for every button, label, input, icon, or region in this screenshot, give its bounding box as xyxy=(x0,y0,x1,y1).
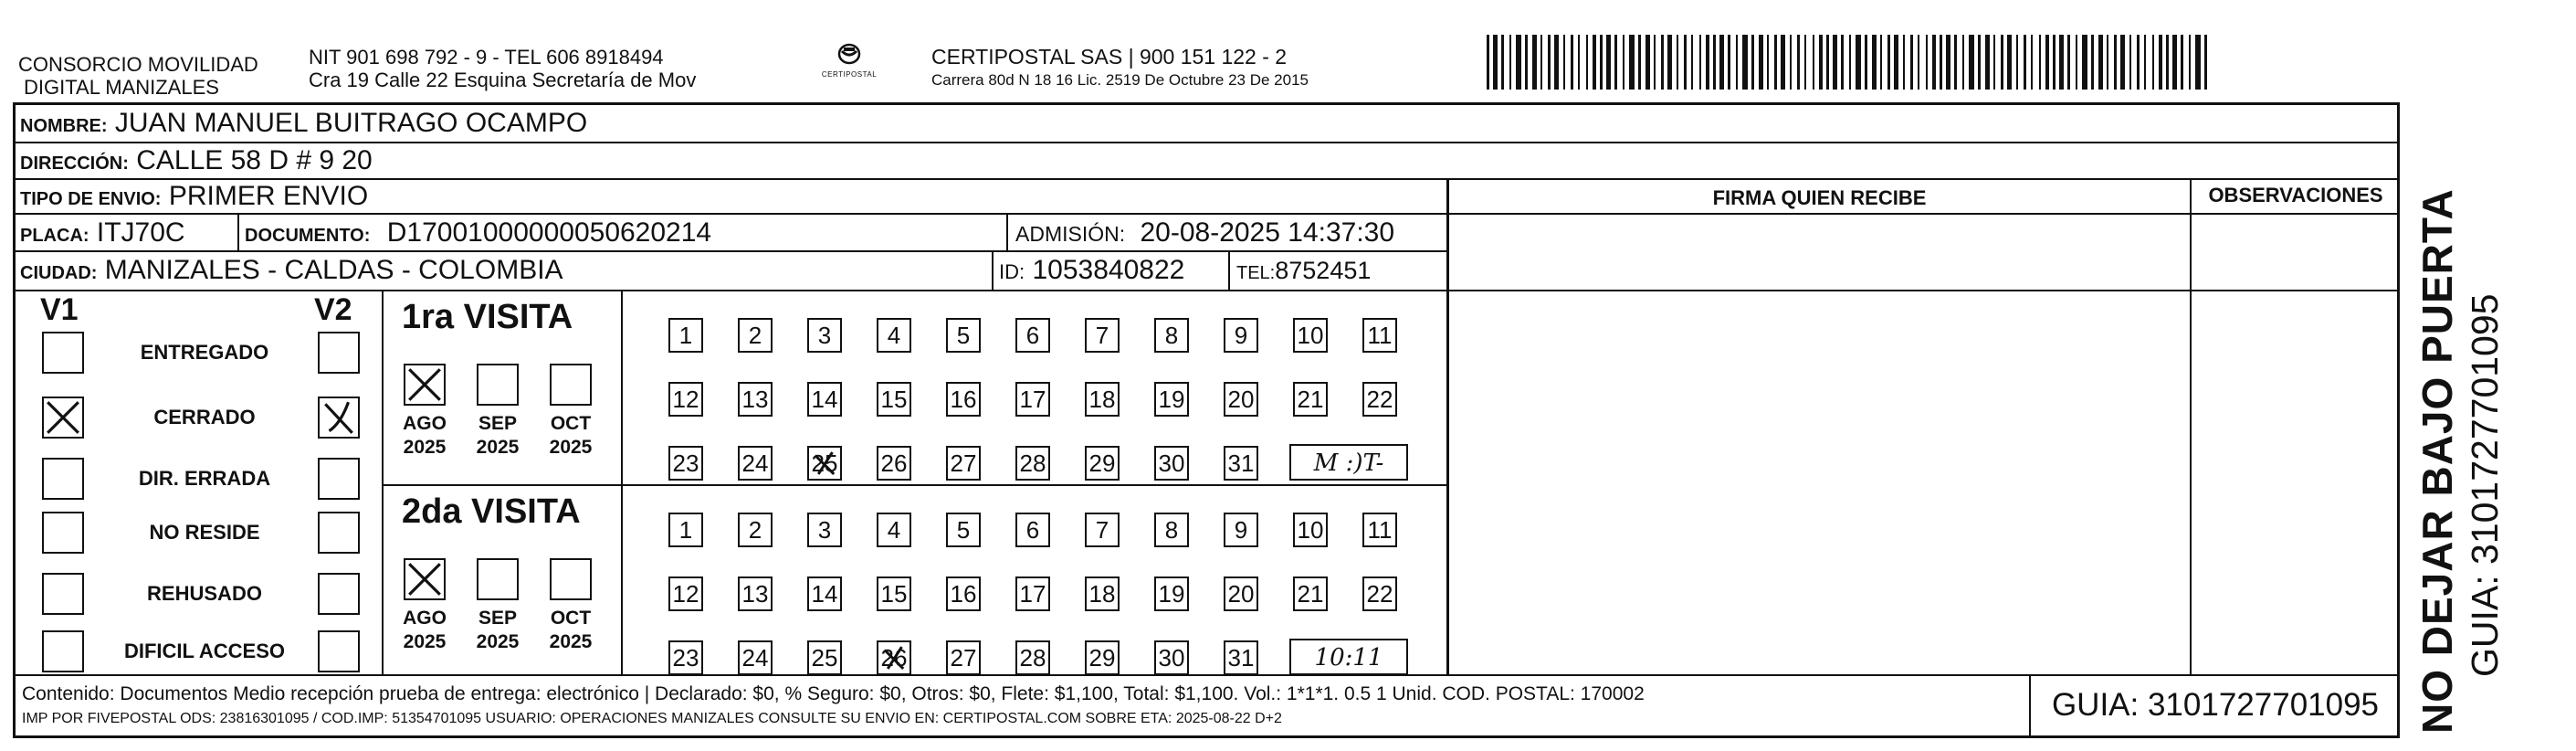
barcode-bar xyxy=(1978,35,1981,90)
barcode-bar xyxy=(1781,35,1785,90)
tel-label: TEL: xyxy=(1236,263,1276,283)
day-box[interactable]: 16 xyxy=(946,576,981,611)
barcode-bar xyxy=(1932,35,1936,90)
day-box[interactable]: 10 xyxy=(1293,318,1328,353)
barcode-bar xyxy=(1540,35,1542,90)
barcode-bar xyxy=(1487,35,1489,90)
barcode-bar xyxy=(2159,35,2162,90)
barcode-bar xyxy=(1699,35,1701,90)
barcode-bar xyxy=(1614,35,1617,90)
carrier-name: CERTIPOSTAL SAS | 900 151 122 - 2 xyxy=(931,45,1288,69)
barcode-bar xyxy=(1940,35,1942,90)
status-label: DIR. ERRADA xyxy=(138,467,271,490)
id-label: ID: xyxy=(999,260,1025,283)
day-box[interactable]: 17 xyxy=(1015,382,1050,417)
check-mark-icon xyxy=(44,398,82,437)
barcode-bar xyxy=(1554,35,1559,90)
company-info xyxy=(309,46,696,91)
company-name xyxy=(18,53,258,99)
v1-checkbox[interactable] xyxy=(42,332,84,374)
side-guia: GUIA: 3101727701095 xyxy=(2464,293,2506,677)
handwritten-time: M :)T- xyxy=(1289,444,1408,481)
observaciones-header: OBSERVACIONES xyxy=(2208,184,2383,206)
barcode-bar xyxy=(1654,35,1656,90)
day-box[interactable]: 22 xyxy=(1362,382,1397,417)
v1-header: V1 xyxy=(40,292,79,327)
day-box[interactable]: 23 xyxy=(668,640,703,675)
barcode-bar xyxy=(1667,35,1672,90)
day-box[interactable]: 18 xyxy=(1085,576,1120,611)
v2-checkbox[interactable] xyxy=(318,332,360,374)
day-box[interactable]: 9 xyxy=(1224,318,1258,353)
day-box[interactable]: 13 xyxy=(738,576,773,611)
barcode-bar xyxy=(1606,35,1611,90)
tipo-envio-field xyxy=(20,181,368,215)
day-box[interactable]: 3 xyxy=(807,318,842,353)
month-year: 2025 xyxy=(403,631,447,652)
barcode-bar xyxy=(2024,35,2026,90)
day-box[interactable]: 5 xyxy=(946,513,981,547)
day-box[interactable]: 5 xyxy=(946,318,981,353)
no-dejar-bajo-puerta: NO DEJAR BAJO PUERTA xyxy=(2413,188,2461,734)
handwritten-time: 10:11 xyxy=(1289,639,1408,675)
barcode-bar xyxy=(1993,35,1995,90)
check-mark-icon xyxy=(405,560,444,598)
day-box[interactable]: 14 xyxy=(807,382,842,417)
barcode-bar xyxy=(1563,35,1565,90)
barcode-bar xyxy=(2152,35,2154,90)
barcode-bar xyxy=(2189,35,2191,90)
footer-guia: GUIA: 3101727701095 xyxy=(2051,687,2380,723)
barcode-bar xyxy=(1813,35,1814,90)
check-mark-icon xyxy=(320,398,358,437)
barcode-bar xyxy=(1525,35,1528,90)
month-year: 2025 xyxy=(476,437,520,458)
barcode-bar xyxy=(1887,35,1890,90)
carrier-address: Carrera 80d N 18 16 Lic. 2519 De Octubre 23 De 2015 xyxy=(931,71,1309,89)
barcode-bar xyxy=(2181,35,2183,90)
month-label: OCT xyxy=(550,413,592,434)
barcode-bar xyxy=(2172,35,2177,90)
placa-value: ITJ70C xyxy=(96,217,185,248)
month-year: 2025 xyxy=(549,631,593,652)
admision-value: 20-08-2025 14:37:30 xyxy=(1140,217,1395,248)
day-box[interactable]: 7 xyxy=(1085,513,1120,547)
side-labels xyxy=(2402,105,2575,735)
barcode-bar xyxy=(1849,35,1851,90)
day-box[interactable]: 27 xyxy=(946,446,981,481)
barcode-bar xyxy=(2144,35,2146,90)
v2-checkbox[interactable] xyxy=(318,397,360,439)
certipostal-logo xyxy=(813,40,886,90)
barcode-bar xyxy=(2016,35,2018,90)
barcode-bar xyxy=(2082,35,2087,90)
day-box[interactable]: 24 xyxy=(738,640,773,675)
day-box[interactable]: 18 xyxy=(1085,382,1120,417)
barcode-bar xyxy=(2129,35,2131,90)
v2-checkbox[interactable] xyxy=(318,630,360,672)
day-check-icon xyxy=(809,448,840,479)
barcode-bar xyxy=(1571,35,1573,90)
v1-checkbox[interactable] xyxy=(42,397,84,439)
day-box[interactable]: 23 xyxy=(668,446,703,481)
barcode-bar xyxy=(1516,35,1521,90)
barcode-bar xyxy=(2107,35,2108,90)
v1-checkbox[interactable] xyxy=(42,512,84,554)
v1-checkbox[interactable] xyxy=(42,458,84,500)
day-box[interactable]: 25 xyxy=(807,446,842,481)
month-label: OCT xyxy=(550,608,592,629)
barcode-bar xyxy=(1819,35,1823,90)
month-year: 2025 xyxy=(476,631,520,652)
tel-field xyxy=(1236,255,1371,289)
month-label: AGO xyxy=(403,413,447,434)
month-checkbox[interactable] xyxy=(404,364,446,406)
day-check-icon xyxy=(878,642,909,673)
barcode-bar xyxy=(1736,35,1738,90)
barcode-bar xyxy=(1856,35,1861,90)
day-box[interactable]: 29 xyxy=(1085,446,1120,481)
nit-tel: NIT 901 698 792 - 9 - TEL 606 8918494 xyxy=(309,46,664,69)
day-box[interactable]: 6 xyxy=(1015,318,1050,353)
admision-field xyxy=(1015,217,1394,249)
ciudad-value: MANIZALES - CALDAS - COLOMBIA xyxy=(104,255,563,285)
day-box[interactable]: 14 xyxy=(807,576,842,611)
month-year: 2025 xyxy=(549,437,593,458)
day-box[interactable]: 26 xyxy=(877,640,911,675)
day-box[interactable]: 1 xyxy=(668,318,703,353)
ciudad-label: CIUDAD: xyxy=(20,263,98,283)
day-box[interactable]: 24 xyxy=(738,446,773,481)
direccion-value: CALLE 58 D # 9 20 xyxy=(136,145,373,175)
nombre-value: JUAN MANUEL BUITRAGO OCAMPO xyxy=(114,108,588,138)
month-checkbox[interactable] xyxy=(477,558,519,600)
barcode-bar xyxy=(1677,35,1678,90)
barcode-bar xyxy=(1578,35,1580,90)
barcode-bar xyxy=(1586,35,1588,90)
month-checkbox[interactable] xyxy=(404,558,446,600)
barcode-bar xyxy=(1629,35,1635,90)
day-box[interactable]: 12 xyxy=(668,576,703,611)
day-box[interactable]: 31 xyxy=(1224,640,1258,675)
barcode-bar xyxy=(1759,35,1763,90)
barcode-bar xyxy=(1532,35,1537,90)
day-box[interactable]: 3 xyxy=(807,513,842,547)
month-label: SEP xyxy=(478,608,518,629)
visit-title: 2da VISITA xyxy=(402,492,581,531)
barcode-bar xyxy=(1946,35,1950,90)
v1-checkbox[interactable] xyxy=(42,573,84,615)
barcode-bar xyxy=(2114,35,2117,90)
day-box[interactable]: 29 xyxy=(1085,640,1120,675)
barcode-bar xyxy=(1903,35,1905,90)
barcode-bar xyxy=(1638,35,1641,90)
v2-checkbox[interactable] xyxy=(318,512,360,554)
day-box[interactable]: 30 xyxy=(1154,640,1189,675)
month-checkbox[interactable] xyxy=(550,364,592,406)
barcode-bar xyxy=(2045,35,2049,90)
tipo-envio-value: PRIMER ENVIO xyxy=(168,181,369,211)
day-box[interactable]: 16 xyxy=(946,382,981,417)
barcode-bar xyxy=(1684,35,1687,90)
check-mark-icon xyxy=(405,365,444,404)
v2-checkbox[interactable] xyxy=(318,458,360,500)
day-box[interactable]: 8 xyxy=(1154,318,1189,353)
v1-checkbox[interactable] xyxy=(42,630,84,672)
barcode-bar xyxy=(1865,35,1867,90)
barcode-bar xyxy=(1985,35,1990,90)
documento-field xyxy=(245,217,711,251)
barcode-bar xyxy=(1728,35,1730,90)
barcode-bar xyxy=(1509,35,1511,90)
barcode-bar xyxy=(1880,35,1882,90)
barcode-bar xyxy=(2053,35,2056,90)
nombre-field xyxy=(20,108,587,142)
barcode-bar xyxy=(1742,35,1748,90)
day-box[interactable]: 26 xyxy=(877,446,911,481)
status-label: CERRADO xyxy=(153,406,256,428)
day-box[interactable]: 19 xyxy=(1154,382,1189,417)
v2-checkbox[interactable] xyxy=(318,573,360,615)
barcode-bar xyxy=(1797,35,1800,90)
barcode-bar xyxy=(1501,35,1504,90)
day-box[interactable]: 21 xyxy=(1293,382,1328,417)
month-label: SEP xyxy=(478,413,518,434)
tel-value: 8752451 xyxy=(1275,257,1372,284)
day-box[interactable]: 9 xyxy=(1224,513,1258,547)
barcode-bar xyxy=(1969,35,1974,90)
placa-label: PLACA: xyxy=(20,226,89,246)
day-box[interactable]: 11 xyxy=(1362,513,1397,547)
day-box[interactable]: 15 xyxy=(877,576,911,611)
barcode-bar xyxy=(1493,35,1498,90)
visit-title: 1ra VISITA xyxy=(402,298,573,336)
day-box[interactable]: 19 xyxy=(1154,576,1189,611)
day-box[interactable]: 20 xyxy=(1224,382,1258,417)
month-checkbox[interactable] xyxy=(550,558,592,600)
barcode-bar xyxy=(2059,35,2064,90)
day-box[interactable]: 11 xyxy=(1362,318,1397,353)
barcode-bar xyxy=(2001,35,2003,90)
barcode-bar xyxy=(2091,35,2094,90)
day-box[interactable]: 2 xyxy=(738,513,773,547)
day-box[interactable]: 28 xyxy=(1015,640,1050,675)
placa-field xyxy=(20,217,185,251)
day-box[interactable]: 27 xyxy=(946,640,981,675)
id-value: 1053840822 xyxy=(1032,255,1185,285)
firma-header: FIRMA QUIEN RECIBE xyxy=(1712,186,1927,209)
barcode-bar xyxy=(1790,35,1792,90)
tipo-envio-label: TIPO DE ENVIO: xyxy=(20,189,162,209)
barcode xyxy=(1487,0,2217,100)
status-label: NO RESIDE xyxy=(149,521,260,544)
barcode-bar xyxy=(1841,35,1844,90)
logo-emblem-icon xyxy=(831,40,867,68)
month-label: AGO xyxy=(403,608,447,629)
barcode-bar xyxy=(1894,35,1898,90)
barcode-bar xyxy=(2137,35,2140,90)
admision-label: ADMISIÓN: xyxy=(1015,222,1126,246)
day-box[interactable]: 13 xyxy=(738,382,773,417)
barcode-bar xyxy=(1962,35,1964,90)
month-year: 2025 xyxy=(403,437,447,458)
day-box[interactable]: 17 xyxy=(1015,576,1050,611)
status-label: ENTREGADO xyxy=(140,341,269,364)
day-box[interactable]: 12 xyxy=(668,382,703,417)
company-line-1: CONSORCIO MOVILIDAD xyxy=(18,53,258,76)
barcode-bar xyxy=(1826,35,1829,90)
barcode-bar xyxy=(2076,35,2077,90)
direccion-field xyxy=(20,145,373,179)
day-box[interactable]: 28 xyxy=(1015,446,1050,481)
day-box[interactable]: 20 xyxy=(1224,576,1258,611)
month-checkbox[interactable] xyxy=(477,364,519,406)
day-box[interactable]: 15 xyxy=(877,382,911,417)
status-label: REHUSADO xyxy=(147,582,262,605)
carrier-info xyxy=(931,44,1309,91)
status-label: DIFICIL ACCESO xyxy=(123,640,285,662)
barcode-bar xyxy=(2120,35,2125,90)
barcode-bar xyxy=(1706,35,1709,90)
barcode-bar xyxy=(1774,35,1777,90)
day-box[interactable]: 31 xyxy=(1224,446,1258,481)
barcode-bar xyxy=(1548,35,1551,90)
barcode-bar xyxy=(2195,35,2201,90)
barcode-bar xyxy=(1954,35,1957,90)
day-box[interactable]: 10 xyxy=(1293,513,1328,547)
day-box[interactable]: 4 xyxy=(877,318,911,353)
imp-text: IMP POR FIVEPOSTAL ODS: 23816301095 / COD.IMP: 51354701095 USUARIO: OPERACIONES MANIZALES CONSULTE SU ENVIO EN: CERTIPOSTAL.COM SOBRE ETA: 2025-08-22 D+2 xyxy=(22,711,1282,726)
barcode-bar xyxy=(2204,35,2207,90)
contenido-text: Contenido: Documentos Medio recepción prueba de entrega: electrónico | Declarado: $0, % Seguro: $0, Otros: $0, Flete: $1,100, Total: $1,100. Vol.: 1*1*1. 0.5 1 Unid. COD. POSTAL: 170002 xyxy=(22,683,1645,704)
day-box[interactable]: 21 xyxy=(1293,576,1328,611)
id-field xyxy=(999,255,1184,288)
day-box[interactable]: 2 xyxy=(738,318,773,353)
barcode-bar xyxy=(1691,35,1693,90)
barcode-bar xyxy=(1926,35,1928,90)
v2-header: V2 xyxy=(314,292,352,327)
day-box[interactable]: 4 xyxy=(877,513,911,547)
company-line-2: DIGITAL MANIZALES xyxy=(24,76,219,99)
barcode-bar xyxy=(1833,35,1837,90)
documento-label: DOCUMENTO: xyxy=(245,226,371,246)
day-box[interactable]: 8 xyxy=(1154,513,1189,547)
barcode-bar xyxy=(1661,35,1664,90)
barcode-bar xyxy=(2007,35,2012,90)
barcode-bar xyxy=(2166,35,2169,90)
day-box[interactable]: 22 xyxy=(1362,576,1397,611)
day-box[interactable]: 7 xyxy=(1085,318,1120,353)
barcode-bar xyxy=(1713,35,1716,90)
day-box[interactable]: 25 xyxy=(807,640,842,675)
barcode-bar xyxy=(2031,35,2033,90)
nombre-label: NOMBRE: xyxy=(20,116,108,136)
logo-text: CERTIPOSTAL xyxy=(821,70,878,79)
barcode-bar xyxy=(1600,35,1603,90)
barcode-bar xyxy=(1918,35,1919,90)
barcode-bar xyxy=(1751,35,1754,90)
barcode-bar xyxy=(1804,35,1806,90)
company-address: Cra 19 Calle 22 Esquina Secretaría de Mov xyxy=(309,69,697,91)
barcode-bar xyxy=(1593,35,1596,90)
barcode-bar xyxy=(2039,35,2041,90)
barcode-bar xyxy=(1719,35,1724,90)
barcode-bar xyxy=(2067,35,2070,90)
direccion-label: DIRECCIÓN: xyxy=(20,153,129,174)
barcode-bar xyxy=(1623,35,1624,90)
barcode-bar xyxy=(2098,35,2103,90)
barcode-bar xyxy=(1767,35,1769,90)
barcode-bar xyxy=(1910,35,1913,90)
barcode-bar xyxy=(1872,35,1877,90)
day-box[interactable]: 6 xyxy=(1015,513,1050,547)
documento-value: D17001000000050620214 xyxy=(386,217,712,248)
ciudad-field xyxy=(20,255,563,289)
day-box[interactable]: 1 xyxy=(668,513,703,547)
day-box[interactable]: 30 xyxy=(1154,446,1189,481)
barcode-bar xyxy=(1645,35,1650,90)
